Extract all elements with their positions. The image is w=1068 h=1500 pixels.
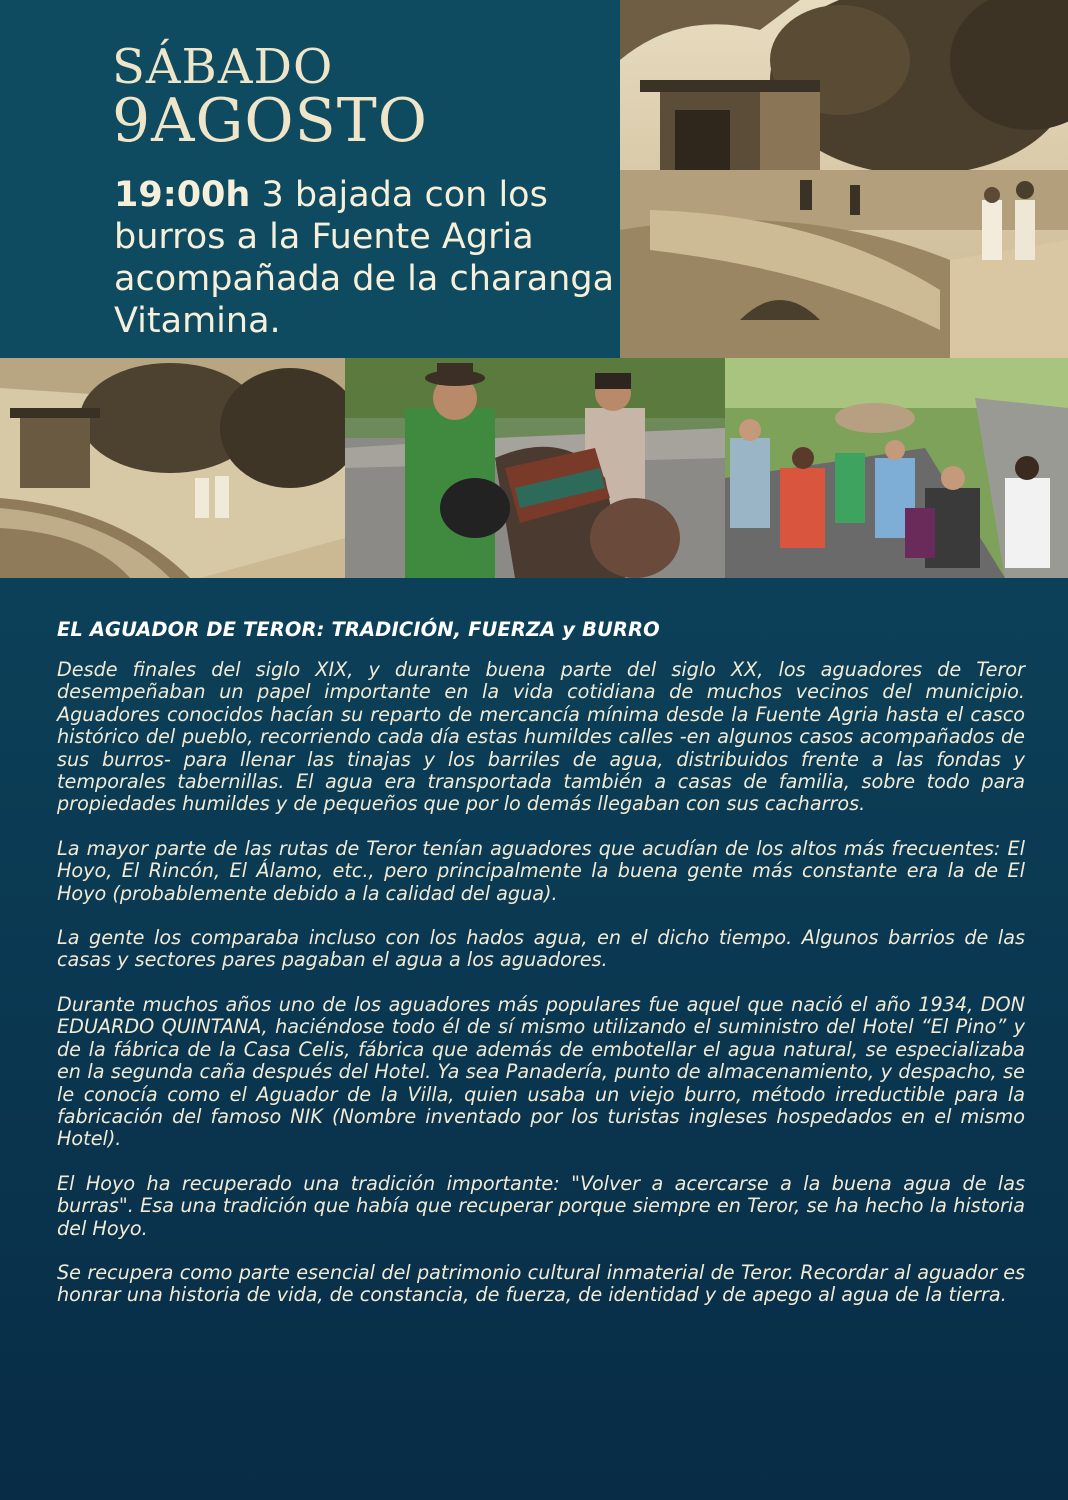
article — [57, 618, 1025, 1329]
date-day: SÁBADO — [112, 39, 334, 95]
article-paragraph: Se recupera como parte esencial del patrimonio cultural inmaterial de Teror. Recordar al aguador es honrar una historia de vida, de constancia, de fuerza, de identidad y de apego al agua de la tierra. — [57, 1260, 1025, 1307]
article-paragraph: Durante muchos años uno de los aguadores más populares fue aquel que nació el año 1934, DON EDUARDO QUINTANA, haciéndose todo él de sí mismo utilizando el suministro del Hotel “El Pino” y de la fábrica de la Casa Celis, fábrica que además de embotellar el agua natural, se especializaba en la segunda caña después del Hotel. Ya sea Panadería, punto de almacenamiento, y despacho, se le conocía como el Aguador de la Villa, quien usaba un viejo burro, método irreductible para la fabricación del famoso NIK (Nombre inventado por los turistas ingleses hospedados en el mismo Hotel). — [57, 992, 1025, 1151]
article-paragraph: El Hoyo ha recuperado una tradición importante: "Volver a acercarse a la buena agua de las burras". Esa una tradición que había que recuperar porque siempre en Teror, se ha hecho la historia del Hoyo. — [57, 1171, 1025, 1240]
men-with-donkey-photo — [345, 358, 725, 578]
article-paragraph: La mayor parte de las rutas de Teror tenían aguadores que acudían de los altos más frecuentes: El Hoyo, El Rincón, El Álamo, etc., pero principalmente la buena gente más constante era la de El Hoyo (probablemente debido a la calidad del agua). — [57, 836, 1025, 905]
historic-street-photo — [0, 358, 345, 578]
crowd-walking-photo — [725, 358, 1068, 578]
article-paragraph: La gente los comparaba incluso con los hados agua, en el dicho tiempo. Algunos barrios de las casas y sectores pares pagaban el agua a los aguadores. — [57, 926, 1025, 972]
article-paragraph: Desde finales del siglo XIX, y durante buena parte del siglo XX, los aguadores de Teror desempeñaban un papel importante en la vida cotidiana de muchos vecinos del municipio. Aguadores conocidos hacían su reparto de mercancía mínima desde la Fuente Agria hasta el casco histórico del pueblo, recorriendo cada día estas humildes calles -en algunos casos acompañados de sus burros- para llenar las tinajas y los barriles de agua, distribuidos frente a las fondas y temporales tabernillas. El agua era transportada también a casas de familia, sobre todo para propiedades humildes y de pequeños que por lo demás llegaban con sus cacharros. — [57, 658, 1025, 816]
event-description — [114, 174, 614, 342]
event-time: 19:00h — [114, 175, 251, 215]
article-title: EL AGUADOR DE TEROR: TRADICIÓN, FUERZA y BURRO — [57, 618, 660, 641]
event-details: 3 bajada con los burros a la Fuente Agria acompañada de la charanga Vitamina. — [114, 175, 615, 341]
date-month: 9AGOSTO — [112, 86, 428, 156]
historic-fountain-photo — [620, 0, 1068, 358]
header-panel — [0, 0, 620, 358]
